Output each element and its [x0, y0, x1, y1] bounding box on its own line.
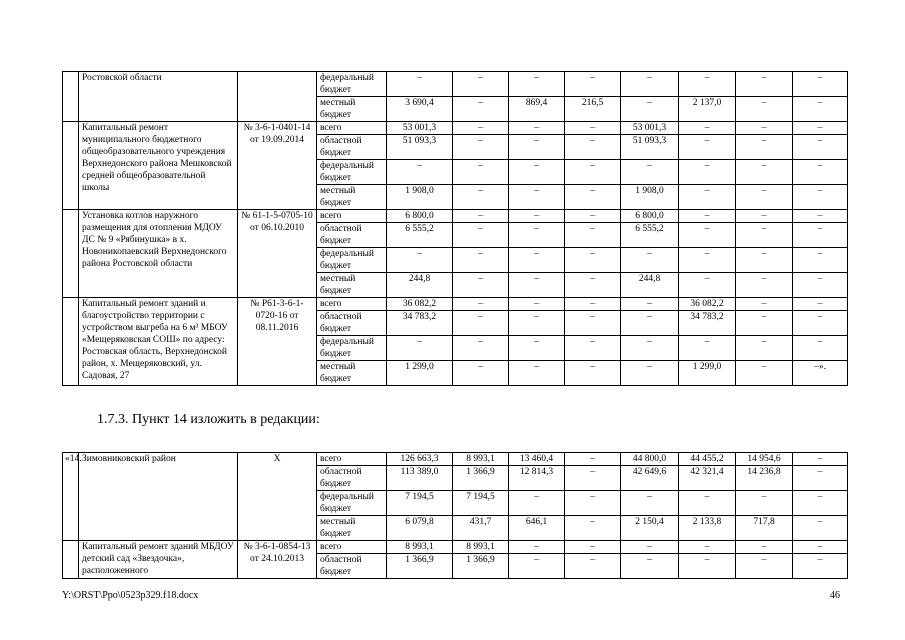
- value-cell: –: [736, 336, 793, 361]
- value-cell: 14 236,8: [736, 466, 793, 491]
- funding-source-cell: областной бюджет: [317, 466, 387, 491]
- document-cell: № 3-6-1-0854-13 от 24.10.2013: [238, 541, 317, 579]
- funding-source-cell: федеральный бюджет: [317, 248, 387, 273]
- value-cell: –: [736, 311, 793, 336]
- value-cell: –: [565, 453, 621, 466]
- value-cell: 216,5: [565, 97, 621, 122]
- value-cell: –: [679, 541, 736, 554]
- value-cell: –: [621, 311, 679, 336]
- value-cell: –: [621, 248, 679, 273]
- value-cell: –: [679, 554, 736, 579]
- value-cell: –: [509, 541, 565, 554]
- object-name-cell: Капитальный ремонт зданий и благоустройство территории с устройством выгреба на 6 м³ МБОУ «Мещеряковская СОШ» по адресу: Ростовская область, Верхнедонской район, х. Мещеряковский, ул. Садовая, 27: [79, 298, 238, 386]
- value-cell: –: [565, 298, 621, 311]
- value-cell: –: [565, 311, 621, 336]
- value-cell: –: [453, 361, 509, 386]
- table-row: [63, 122, 848, 135]
- table-row: [63, 72, 848, 97]
- file-path: Y:\ORST\Ppo\0523p329.f18.docx: [62, 590, 199, 601]
- value-cell: –: [565, 160, 621, 185]
- table-row: [63, 541, 848, 554]
- value-cell: –: [736, 248, 793, 273]
- value-cell: 12 814,3: [509, 466, 565, 491]
- value-cell: –: [736, 210, 793, 223]
- value-cell: –: [565, 122, 621, 135]
- value-cell: –: [793, 466, 848, 491]
- value-cell: –: [387, 248, 453, 273]
- value-cell: 244,8: [621, 273, 679, 298]
- object-name-cell: Зимовниковский район: [79, 453, 238, 541]
- value-cell: 51 093,3: [387, 135, 453, 160]
- value-cell: –: [793, 554, 848, 579]
- value-cell: 7 194,5: [387, 491, 453, 516]
- row-number-cell: [63, 210, 79, 298]
- table-row: [63, 210, 848, 223]
- value-cell: 717,8: [736, 516, 793, 541]
- value-cell: –: [565, 223, 621, 248]
- value-cell: –: [736, 72, 793, 97]
- value-cell: –: [621, 491, 679, 516]
- funding-source-cell: федеральный бюджет: [317, 72, 387, 97]
- value-cell: 244,8: [387, 273, 453, 298]
- value-cell: –: [793, 311, 848, 336]
- value-cell: –: [565, 185, 621, 210]
- value-cell: –: [453, 336, 509, 361]
- document-cell: № 61-1-5-0705-10 от 06.10.2010: [238, 210, 317, 298]
- value-cell: –: [793, 160, 848, 185]
- row-number-cell: [63, 298, 79, 386]
- value-cell: 2 137,0: [679, 97, 736, 122]
- value-cell: 8 993,1: [453, 541, 509, 554]
- value-cell: –: [736, 97, 793, 122]
- value-cell: –: [679, 135, 736, 160]
- value-cell: 13 460,4: [509, 453, 565, 466]
- value-cell: 6 079,8: [387, 516, 453, 541]
- value-cell: –: [509, 336, 565, 361]
- value-cell: 1 366,9: [387, 554, 453, 579]
- budget-table-continued: [62, 71, 848, 386]
- value-cell: 6 555,2: [387, 223, 453, 248]
- value-cell: –: [736, 273, 793, 298]
- value-cell: –: [509, 311, 565, 336]
- page-number: 46: [830, 590, 840, 601]
- value-cell: –».: [793, 361, 848, 386]
- funding-source-cell: областной бюджет: [317, 135, 387, 160]
- value-cell: –: [621, 72, 679, 97]
- value-cell: –: [736, 223, 793, 248]
- value-cell: –: [509, 135, 565, 160]
- value-cell: –: [565, 72, 621, 97]
- row-number-cell: «14.: [63, 453, 79, 541]
- value-cell: –: [387, 160, 453, 185]
- value-cell: –: [679, 336, 736, 361]
- value-cell: –: [509, 554, 565, 579]
- value-cell: 3 690,4: [387, 97, 453, 122]
- funding-source-cell: областной бюджет: [317, 311, 387, 336]
- row-number-cell: [63, 541, 79, 579]
- value-cell: –: [736, 554, 793, 579]
- value-cell: –: [509, 160, 565, 185]
- value-cell: –: [793, 453, 848, 466]
- table-row: [63, 453, 848, 466]
- value-cell: 1 299,0: [387, 361, 453, 386]
- object-name-cell: Ростовской области: [79, 72, 238, 122]
- value-cell: 6 800,0: [387, 210, 453, 223]
- value-cell: –: [679, 491, 736, 516]
- value-cell: 1 299,0: [679, 361, 736, 386]
- value-cell: –: [453, 248, 509, 273]
- value-cell: 44 455,2: [679, 453, 736, 466]
- value-cell: –: [509, 210, 565, 223]
- value-cell: –: [453, 160, 509, 185]
- value-cell: 36 082,2: [387, 298, 453, 311]
- value-cell: –: [736, 361, 793, 386]
- table-row: [63, 298, 848, 311]
- row-number-cell: [63, 122, 79, 210]
- value-cell: –: [793, 336, 848, 361]
- value-cell: –: [736, 135, 793, 160]
- value-cell: –: [621, 541, 679, 554]
- value-cell: –: [736, 185, 793, 210]
- value-cell: 6 555,2: [621, 223, 679, 248]
- value-cell: –: [453, 135, 509, 160]
- value-cell: –: [793, 72, 848, 97]
- value-cell: 7 194,5: [453, 491, 509, 516]
- value-cell: 42 321,4: [679, 466, 736, 491]
- value-cell: –: [736, 122, 793, 135]
- value-cell: –: [736, 491, 793, 516]
- value-cell: –: [793, 248, 848, 273]
- value-cell: –: [565, 491, 621, 516]
- value-cell: –: [679, 273, 736, 298]
- value-cell: 869,4: [509, 97, 565, 122]
- value-cell: –: [565, 554, 621, 579]
- funding-source-cell: местный бюджет: [317, 361, 387, 386]
- value-cell: –: [679, 248, 736, 273]
- value-cell: –: [453, 311, 509, 336]
- object-name-cell: Капитальный ремонт муниципального бюджетного общеобразовательного учреждения Верхнедонского района Мешковской средней общеобразовательной школы: [79, 122, 238, 210]
- value-cell: –: [793, 122, 848, 135]
- value-cell: –: [621, 554, 679, 579]
- value-cell: –: [565, 516, 621, 541]
- value-cell: –: [793, 97, 848, 122]
- value-cell: 6 800,0: [621, 210, 679, 223]
- value-cell: –: [565, 135, 621, 160]
- value-cell: –: [565, 466, 621, 491]
- funding-source-cell: областной бюджет: [317, 554, 387, 579]
- value-cell: –: [565, 248, 621, 273]
- value-cell: –: [621, 298, 679, 311]
- value-cell: 14 954,6: [736, 453, 793, 466]
- value-cell: –: [453, 97, 509, 122]
- document-cell: X: [238, 453, 317, 541]
- value-cell: 42 649,6: [621, 466, 679, 491]
- value-cell: 53 001,3: [387, 122, 453, 135]
- value-cell: –: [453, 298, 509, 311]
- value-cell: 126 663,3: [387, 453, 453, 466]
- value-cell: –: [509, 248, 565, 273]
- value-cell: –: [509, 223, 565, 248]
- value-cell: 53 001,3: [621, 122, 679, 135]
- funding-source-cell: всего: [317, 210, 387, 223]
- value-cell: –: [679, 210, 736, 223]
- value-cell: –: [793, 185, 848, 210]
- value-cell: –: [509, 298, 565, 311]
- value-cell: 431,7: [453, 516, 509, 541]
- value-cell: –: [793, 541, 848, 554]
- value-cell: –: [679, 72, 736, 97]
- funding-source-cell: всего: [317, 298, 387, 311]
- value-cell: –: [565, 210, 621, 223]
- value-cell: –: [509, 361, 565, 386]
- value-cell: –: [793, 210, 848, 223]
- value-cell: –: [453, 210, 509, 223]
- value-cell: –: [453, 122, 509, 135]
- value-cell: –: [679, 160, 736, 185]
- value-cell: –: [387, 336, 453, 361]
- value-cell: 1 908,0: [621, 185, 679, 210]
- value-cell: –: [793, 135, 848, 160]
- document-cell: № 3-6-1-0401-14 от 19.09.2014: [238, 122, 317, 210]
- value-cell: 113 389,0: [387, 466, 453, 491]
- value-cell: –: [509, 72, 565, 97]
- value-cell: 1 366,9: [453, 554, 509, 579]
- value-cell: –: [679, 223, 736, 248]
- funding-source-cell: местный бюджет: [317, 97, 387, 122]
- value-cell: –: [621, 336, 679, 361]
- value-cell: –: [509, 491, 565, 516]
- row-number-cell: [63, 72, 79, 122]
- funding-source-cell: всего: [317, 453, 387, 466]
- funding-source-cell: федеральный бюджет: [317, 336, 387, 361]
- value-cell: –: [621, 361, 679, 386]
- value-cell: 36 082,2: [679, 298, 736, 311]
- value-cell: –: [793, 273, 848, 298]
- value-cell: 44 800,0: [621, 453, 679, 466]
- value-cell: –: [621, 160, 679, 185]
- value-cell: –: [793, 298, 848, 311]
- value-cell: –: [565, 336, 621, 361]
- value-cell: –: [793, 223, 848, 248]
- value-cell: –: [453, 72, 509, 97]
- value-cell: –: [453, 185, 509, 210]
- value-cell: –: [621, 97, 679, 122]
- funding-source-cell: местный бюджет: [317, 185, 387, 210]
- value-cell: –: [793, 516, 848, 541]
- value-cell: –: [736, 160, 793, 185]
- budget-table-item-14: [62, 452, 848, 579]
- value-cell: –: [679, 185, 736, 210]
- value-cell: –: [509, 122, 565, 135]
- value-cell: 8 993,1: [453, 453, 509, 466]
- value-cell: –: [509, 273, 565, 298]
- document-cell: № Р61-3-6-1-0720-16 от 08.11.2016: [238, 298, 317, 386]
- value-cell: 2 150,4: [621, 516, 679, 541]
- value-cell: –: [565, 361, 621, 386]
- value-cell: –: [453, 223, 509, 248]
- value-cell: –: [453, 273, 509, 298]
- table1-body: [63, 72, 848, 386]
- value-cell: 1 908,0: [387, 185, 453, 210]
- value-cell: –: [565, 541, 621, 554]
- value-cell: –: [565, 273, 621, 298]
- value-cell: –: [736, 298, 793, 311]
- funding-source-cell: местный бюджет: [317, 273, 387, 298]
- document-cell: [238, 72, 317, 122]
- funding-source-cell: местный бюджет: [317, 516, 387, 541]
- value-cell: 1 366,9: [453, 466, 509, 491]
- value-cell: 2 133,8: [679, 516, 736, 541]
- object-name-cell: Установка котлов наружного размещения для отопления МДОУ ДС № 9 «Рябинушка» в х. Новоникопаевский Верхнедонского района Ростовской области: [79, 210, 238, 298]
- funding-source-cell: всего: [317, 541, 387, 554]
- table2-body: [63, 453, 848, 579]
- funding-source-cell: федеральный бюджет: [317, 491, 387, 516]
- value-cell: –: [509, 185, 565, 210]
- funding-source-cell: всего: [317, 122, 387, 135]
- value-cell: –: [387, 72, 453, 97]
- value-cell: 34 783,2: [387, 311, 453, 336]
- object-name-cell: Капитальный ремонт зданий МБДОУ детский сад «Звездочка», расположенного: [79, 541, 238, 579]
- value-cell: –: [679, 122, 736, 135]
- value-cell: 34 783,2: [679, 311, 736, 336]
- value-cell: 51 093,3: [621, 135, 679, 160]
- section-heading: 1.7.3. Пункт 14 изложить в редакции:: [97, 412, 320, 427]
- funding-source-cell: федеральный бюджет: [317, 160, 387, 185]
- funding-source-cell: областной бюджет: [317, 223, 387, 248]
- value-cell: –: [736, 541, 793, 554]
- value-cell: 8 993,1: [387, 541, 453, 554]
- value-cell: 646,1: [509, 516, 565, 541]
- value-cell: –: [793, 491, 848, 516]
